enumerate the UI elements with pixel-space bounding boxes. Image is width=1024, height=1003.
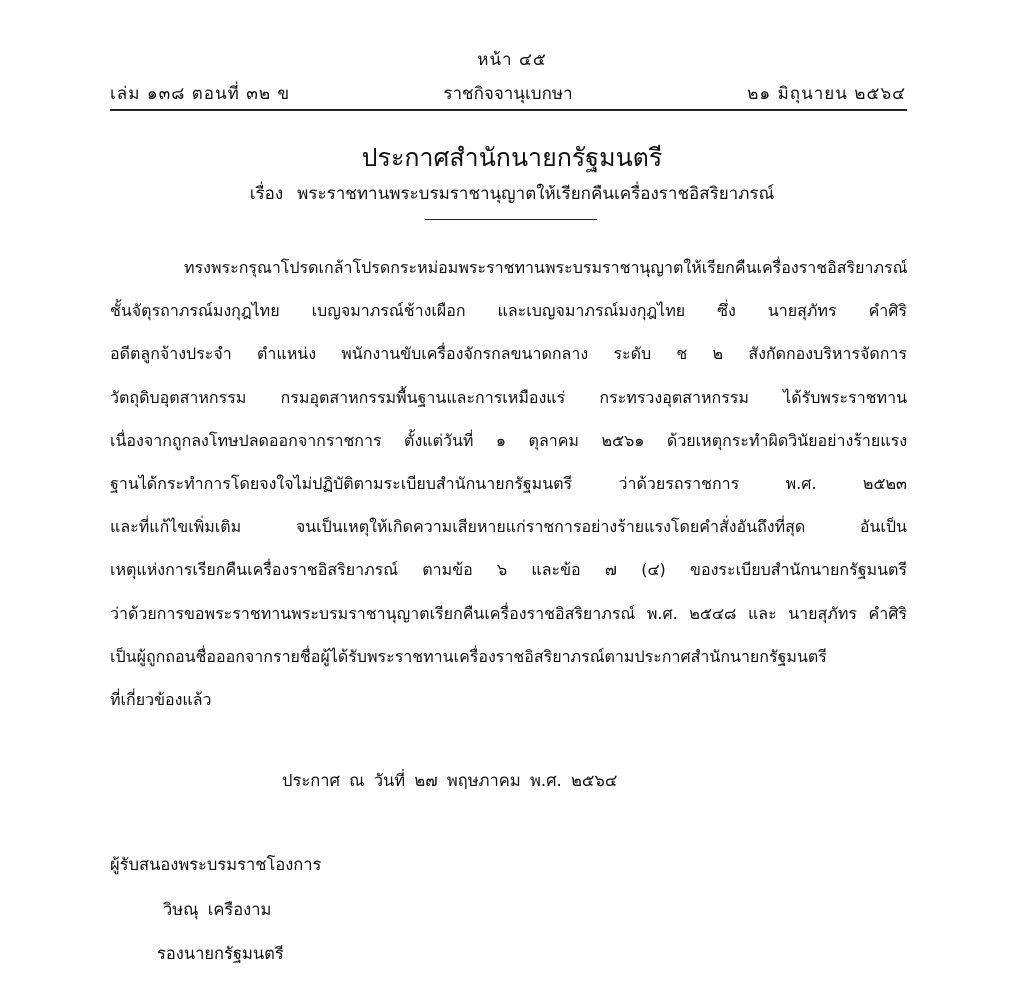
body-line: และที่แก้ไขเพิ่มเติม จนเป็นเหตุให้เกิดความเสียหายแก่ราชการอย่างร้ายแรงโดยคำสั่งอันถึงที่สุด อันเป็น (110, 517, 907, 537)
body-line: ชั้นจัตุรถาภรณ์มงกุฎไทย เบญจมาภรณ์ช้างเผือก และเบญจมาภรณ์มงกุฎไทย ซึ่ง นายสุภัทร คำศิริ (110, 301, 907, 321)
gazette-header (110, 80, 906, 104)
announcement-title: ประกาศสำนักนายกรัฐมนตรี (361, 143, 663, 172)
body-line: ที่เกี่ยวข้องแล้ว (110, 689, 212, 709)
body-line: เหตุแห่งการเรียกคืนเครื่องราชอิสริยาภรณ์ ตามข้อ ๖ และข้อ ๗ (๔) ของระเบียบสำนักนายกรัฐมนตรี (110, 560, 907, 580)
body-line: เป็นผู้ถูกถอนชื่อออกจากรายชื่อผู้ได้รับพระราชทานเครื่องราชอิสริยาภรณ์ตามประกาศสำนักนายกรัฐมนตรี (110, 646, 827, 666)
body-line: ฐานได้กระทำการโดยจงใจไม่ปฏิบัติตามระเบียบสำนักนายกรัฐมนตรี ว่าด้วยรถราชการ พ.ศ. ๒๕๒๓ (110, 473, 907, 493)
announcement-body (110, 253, 907, 728)
signer-position: รองนายกรัฐมนตรี (157, 944, 284, 963)
signer-name: วิษณุ เครืองาม (163, 900, 272, 919)
title-divider (425, 219, 597, 220)
volume-issue: เล่ม ๑๓๘ ตอนที่ ๓๒ ข (110, 84, 291, 104)
subject-text: พระราชทานพระบรมราชานุญาตให้เรียกคืนเครื่องราชอิสริยาภรณ์ (297, 184, 775, 204)
body-line: เนื่องจากถูกลงโทษปลดออกจากราชการ ตั้งแต่วันที่ ๑ ตุลาคม ๒๕๖๑ ด้วยเหตุกระทำผิดวินัยอย่างร้ายแรง (110, 430, 907, 450)
countersign-title: ผู้รับสนองพระบรมราชโองการ (110, 855, 322, 874)
subject-label: เรื่อง (249, 184, 284, 204)
gazette-name: ราชกิจจานุเบกษา (443, 84, 573, 104)
issued-date: ประกาศ ณ วันที่ ๒๗ พฤษภาคม พ.ศ. ๒๕๖๔ (282, 771, 618, 790)
body-line: อดีตลูกจ้างประจำ ตำแหน่ง พนักงานขับเครื่องจักรกลขนาดกลาง ระดับ ช ๒ สังกัดกองบริหารจัดการ (110, 344, 907, 364)
body-line: ว่าด้วยการขอพระราชทานพระบรมราชานุญาตเรียกคืนเครื่องราชอิสริยาภรณ์ พ.ศ. ๒๕๔๘ และ นายสุภัทร คำศิริ (110, 603, 907, 623)
body-line: วัตถุดิบอุตสาหกรรม กรมอุตสาหกรรมพื้นฐานและการเหมืองแร่ กระทรวงอุตสาหกรรม ได้รับพระราชทาน (110, 387, 907, 407)
publication-date: ๒๑ มิถุนายน ๒๕๖๔ (747, 84, 906, 104)
body-line: ทรงพระกรุณาโปรดเกล้าโปรดกระหม่อมพระราชทานพระบรมราชานุญาตให้เรียกคืนเครื่องราชอิสริยาภรณ์ (184, 258, 907, 277)
announcement-subject (0, 180, 1024, 207)
page-number: หน้า ๔๕ (477, 50, 547, 70)
header-divider (110, 109, 907, 111)
